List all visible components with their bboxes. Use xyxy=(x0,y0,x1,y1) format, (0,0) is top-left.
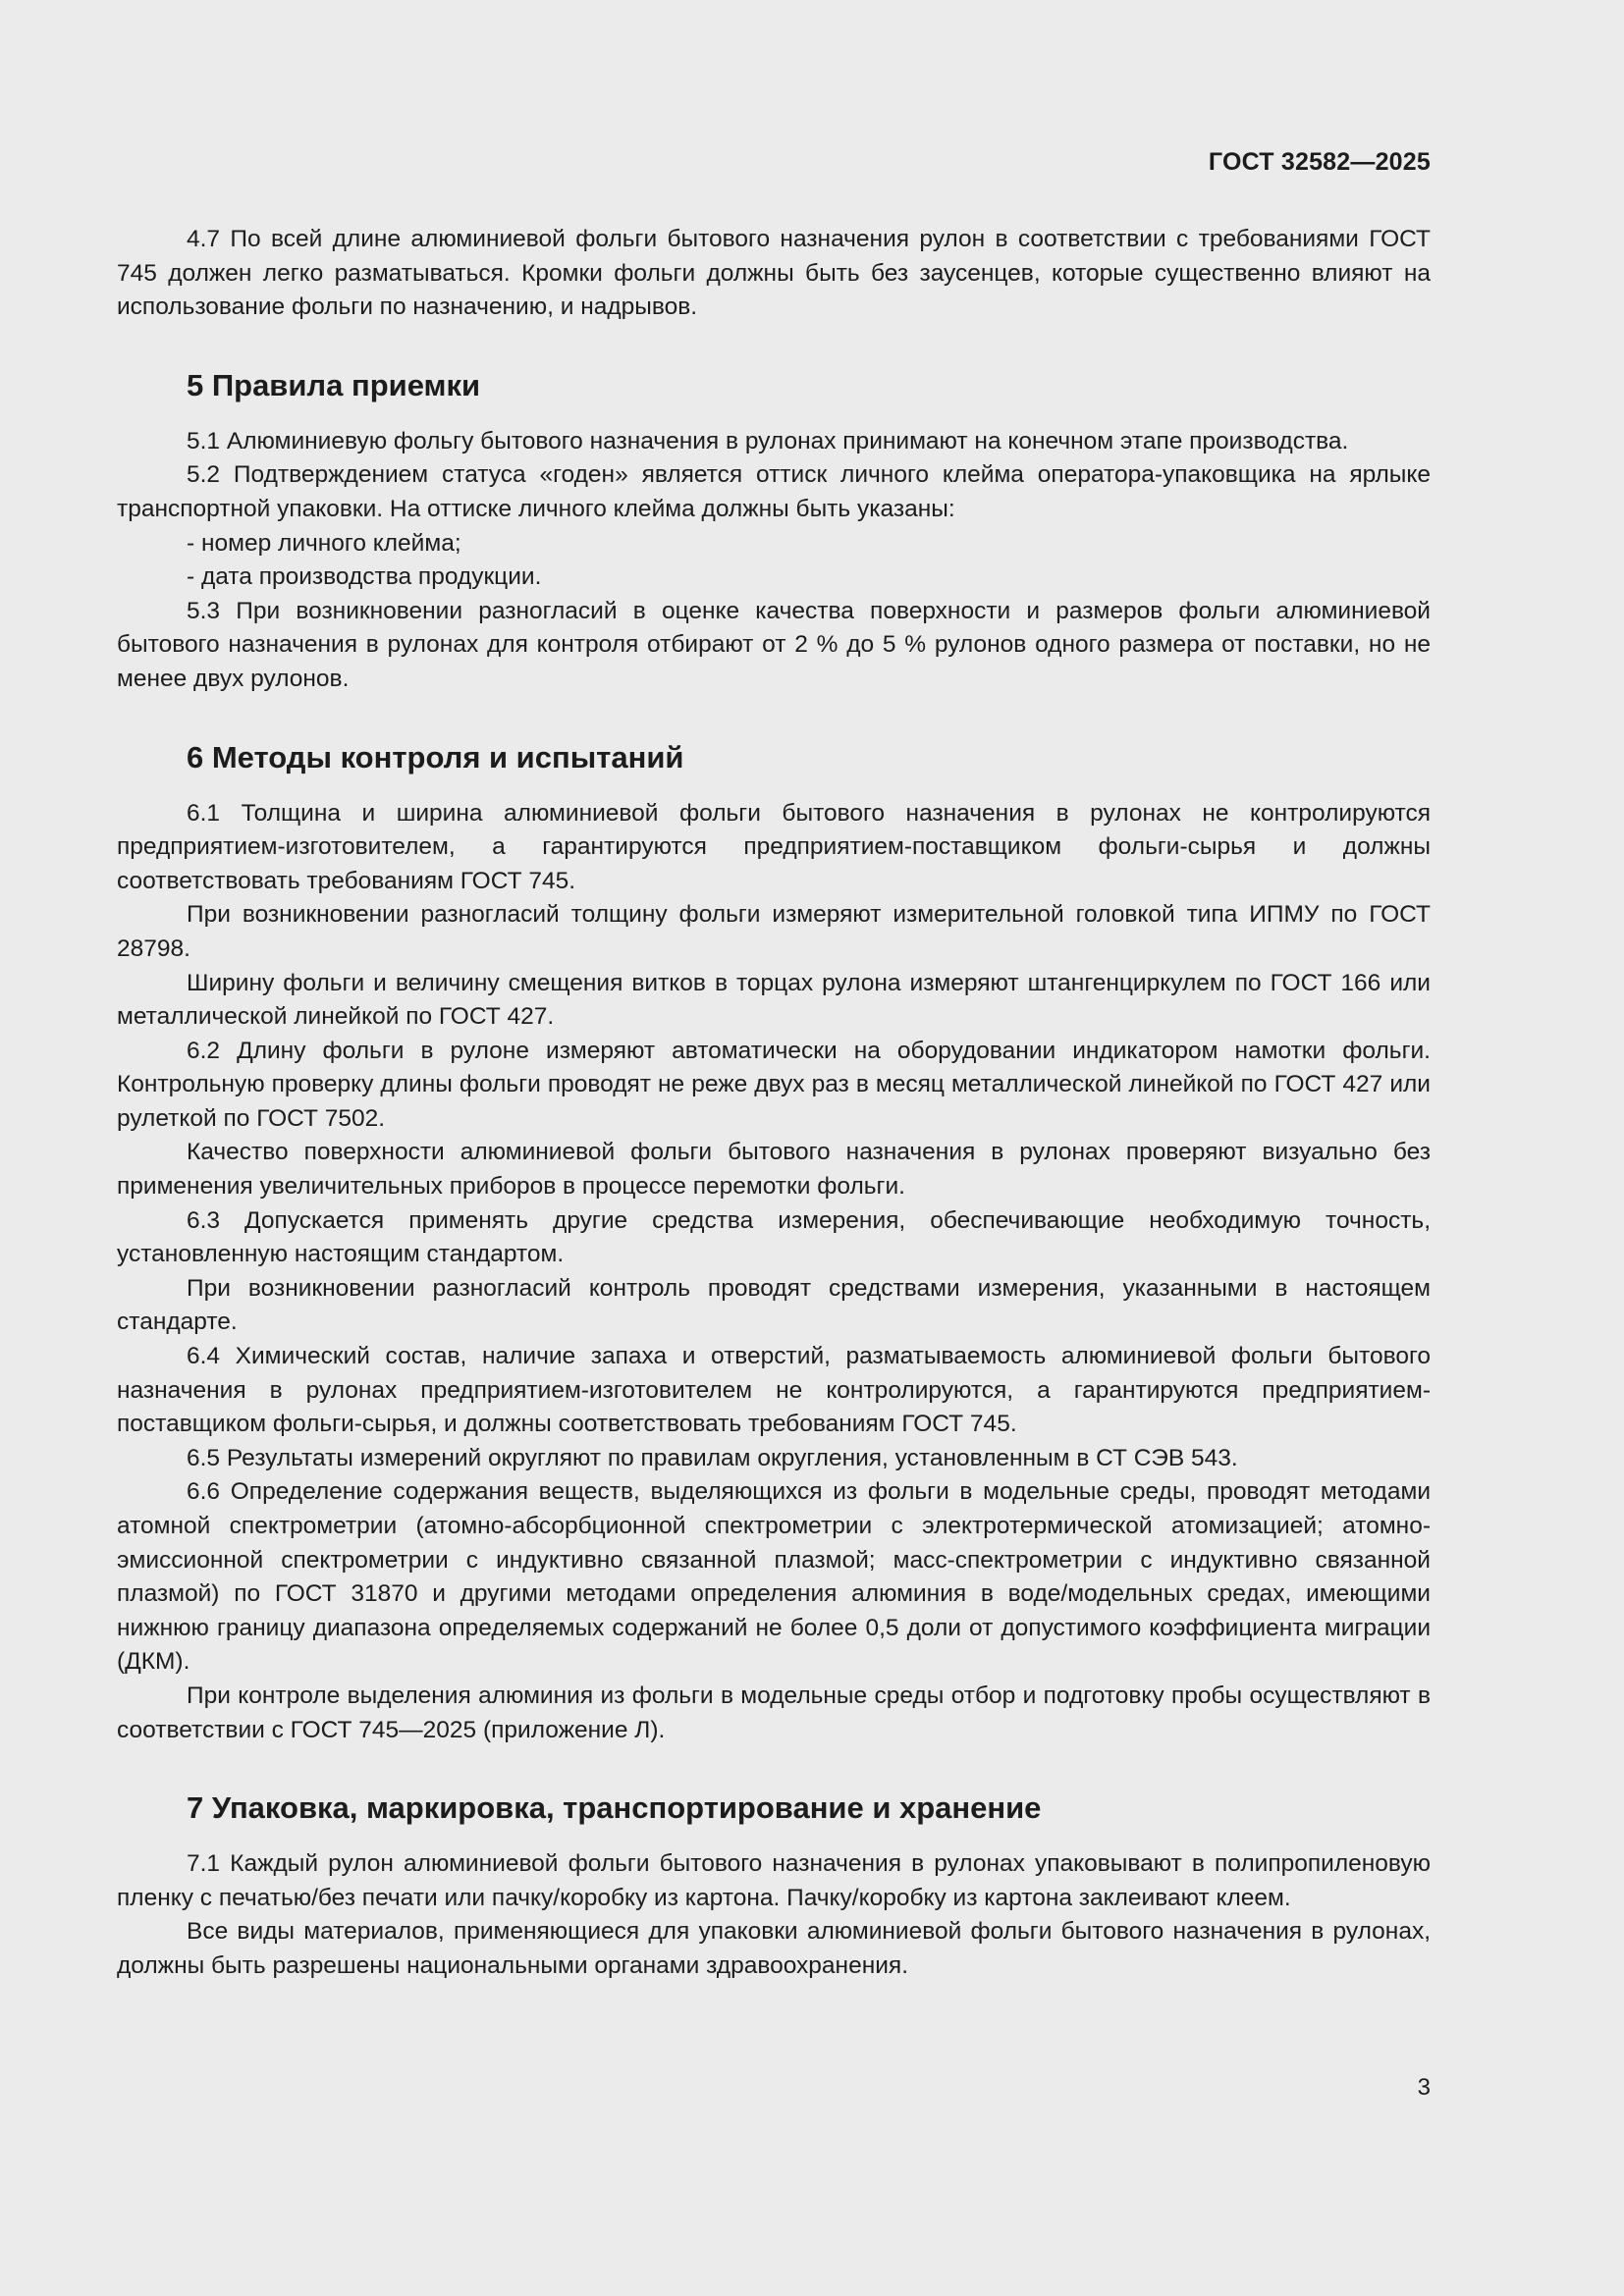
paragraph-6-2: 6.2 Длину фольги в рулоне измеряют автоматически на оборудовании индикатором намотки фольги. Контрольную проверку длины фольги проводят не реже двух раз в месяц металлической линейкой по ГОСТ 427 или рулеткой по ГОСТ 7502. xyxy=(117,1037,1431,1132)
paragraph-6-6-sampling: При контроле выделения алюминия из фольги в модельные среды отбор и подготовку пробы осуществляют в соответствии с ГОСТ 745—2025 (приложение Л). xyxy=(117,1682,1431,1743)
document-header-standard-id: ГОСТ 32582—2025 xyxy=(1208,148,1431,176)
list-item-stamp-number: - номер личного клейма; xyxy=(187,529,461,557)
paragraph-4-7: 4.7 По всей длине алюминиевой фольги бытового назначения рулон в соответствии с требованиями ГОСТ 745 должен легко разматываться. Кромки фольги должны быть без заусенцев, которые существенно влияют на использование фольги по назначению, и надрывов. xyxy=(117,226,1431,321)
paragraph-6-5: 6.5 Результаты измерений округляют по правилам округления, установленным в СТ СЭВ 543. xyxy=(187,1444,1238,1471)
paragraph-6-1-width: Ширину фольги и величину смещения витков в торцах рулона измеряют штангенциркулем по ГОСТ 166 или металлической линейкой по ГОСТ 427. xyxy=(117,969,1431,1031)
document-body xyxy=(117,223,1431,1984)
section-6-heading: 6 Методы контроля и испытаний xyxy=(187,739,684,774)
list-item-production-date: - дата производства продукции. xyxy=(187,563,542,591)
paragraph-7-1-materials: Все виды материалов, применяющиеся для упаковки алюминиевой фольги бытового назначения в рулонах, должны быть разрешены национальными органами здравоохранения. xyxy=(117,1918,1431,1979)
section-5-heading: 5 Правила приемки xyxy=(187,367,481,402)
paragraph-5-3: 5.3 При возникновении разногласий в оценке качества поверхности и размеров фольги алюминиевой бытового назначения в рулонах для контроля отбирают от 2 % до 5 % рулонов одного размера от поставки, но не менее двух рулонов. xyxy=(117,597,1431,692)
paragraph-6-1-thickness: При возникновении разногласий толщину фольги измеряют измерительной головкой типа ИПМУ по ГОСТ 28798. xyxy=(117,901,1431,962)
paragraph-6-3: 6.3 Допускается применять другие средства измерения, обеспечивающие необходимую точность, установленную настоящим стандартом. xyxy=(117,1206,1431,1268)
paragraph-5-2: 5.2 Подтверждением статуса «годен» является оттиск личного клейма оператора-упаковщика на ярлыке транспортной упаковки. На оттиске личного клейма должны быть указаны: xyxy=(117,461,1431,522)
paragraph-6-1: 6.1 Толщина и ширина алюминиевой фольги бытового назначения в рулонах не контролируются предприятием-изготовителем, а гарантируются предприятием-поставщиком фольги-сырья и должны соответствовать требованиям ГОСТ 745. xyxy=(117,799,1431,894)
paragraph-6-3-disputes: При возникновении разногласий контроль проводят средствами измерения, указанными в настоящем стандарте. xyxy=(117,1274,1431,1336)
paragraph-6-4: 6.4 Химический состав, наличие запаха и отверстий, разматываемость алюминиевой фольги бытового назначения в рулонах предприятием-изготовителем не контролируются, а гарантируются предприятием-поставщиком фольги-сырья, и должны соответствовать требованиям ГОСТ 745. xyxy=(117,1343,1431,1438)
page-number: 3 xyxy=(1417,2074,1431,2101)
paragraph-5-1: 5.1 Алюминиевую фольгу бытового назначения в рулонах принимают на конечном этапе производства. xyxy=(187,427,1349,454)
paragraph-6-6: 6.6 Определение содержания веществ, выделяющихся из фольги в модельные среды, проводят методами атомной спектрометрии (атомно-абсорбционной спектрометрии с электротермической атомизацией; атомно-эмиссионной спектрометрии с индуктивно связанной плазмой; масс-спектрометрии с индуктивно связанной плазмой) по ГОСТ 31870 и другими методами определения алюминия в воде/модельных средах, имеющими нижнюю границу диапазона определяемых содержаний не более 0,5 доли от допустимого коэффициента миграции (ДКМ). xyxy=(117,1478,1431,1676)
paragraph-6-2-surface: Качество поверхности алюминиевой фольги бытового назначения в рулонах проверяют визуально без применения увеличительных приборов в процессе перемотки фольги. xyxy=(117,1139,1431,1201)
paragraph-7-1: 7.1 Каждый рулон алюминиевой фольги бытового назначения в рулонах упаковывают в полипропиленовую пленку с печатью/без печати или пачку/коробку из картона. Пачку/коробку из картона заклеивают клеем. xyxy=(117,1850,1431,1911)
section-7-heading: 7 Упаковка, маркировка, транспортирование и хранение xyxy=(187,1790,1042,1826)
